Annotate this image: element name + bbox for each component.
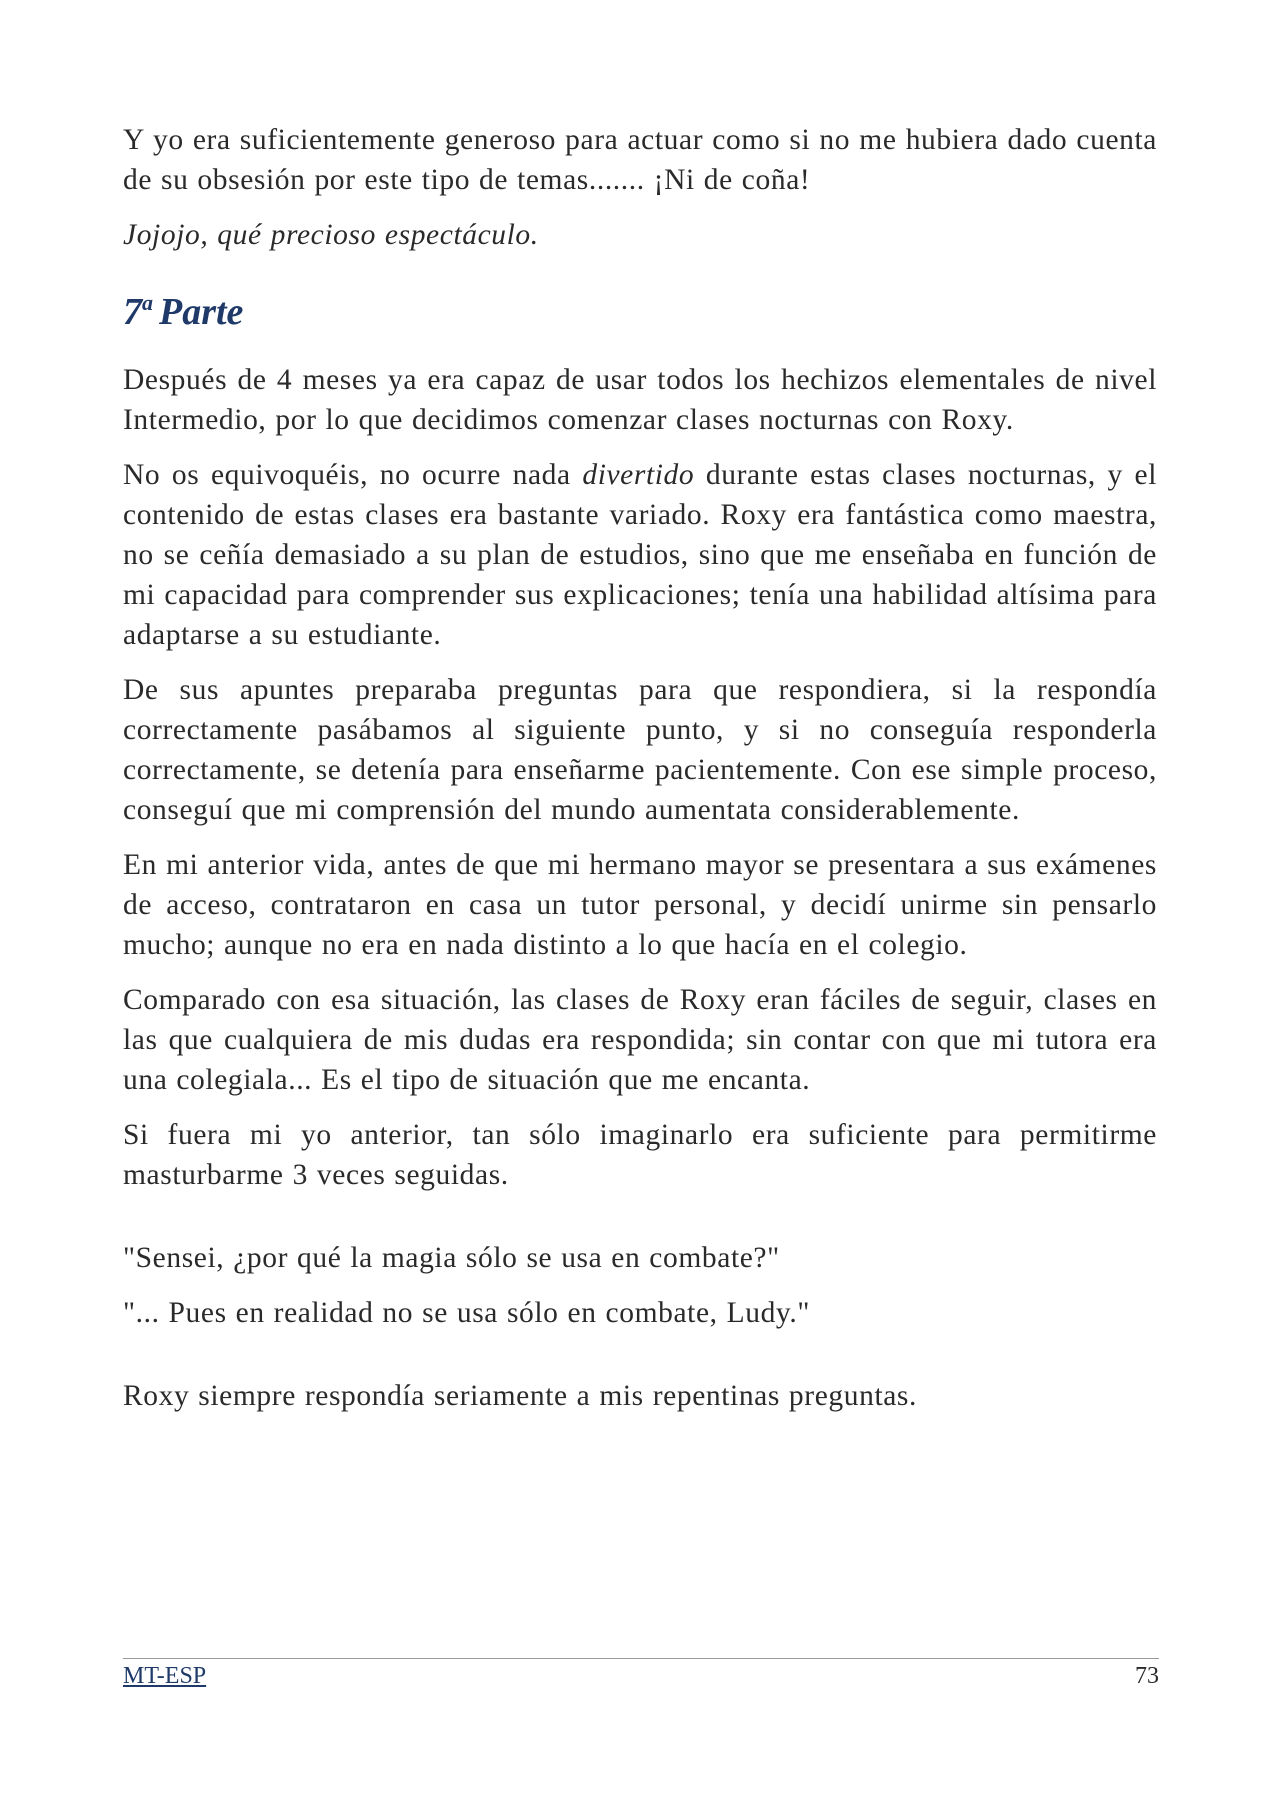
paragraph-2-start: No os equivoquéis, no ocurre nada (123, 459, 583, 491)
paragraph-1: Después de 4 meses ya era capaz de usar todos los hechizos elementales de nivel Intermedio, por lo que decidimos comenzar clases nocturnas con Roxy. (123, 364, 1157, 436)
section-title: Parte (159, 291, 244, 333)
paragraph-intro: Y yo era suficientemente generoso para actuar como si no me hubiera dado cuenta de su obsesión por este tipo de temas....... ¡Ni de coña! (123, 124, 1157, 196)
page-content (123, 120, 1157, 1431)
paragraph-6: Si fuera mi yo anterior, tan sólo imaginarlo era suficiente para permitirme masturbarme 3 veces seguidas. (123, 1119, 1157, 1191)
section-heading (123, 281, 1157, 334)
dialogue-2: "... Pues en realidad no se usa sólo en combate, Ludy." (123, 1297, 810, 1329)
page-footer (123, 1658, 1159, 1690)
paragraph-7: Roxy siempre respondía seriamente a mis repentinas preguntas. (123, 1380, 917, 1412)
paragraph-2-end: durante estas clases nocturnas, y el contenido de estas clases era bastante variado. Roxy era fantástica como maestra, no se ceñía demasiado a su plan de estudios, sino que me enseñaba en función de mi capacidad para comprender sus explicaciones; tenía una habilidad altísima para adaptarse a su estudiante. (123, 459, 1157, 651)
paragraph-3: De sus apuntes preparaba preguntas para que respondiera, si la respondía correctamente pasábamos al siguiente punto, y si no conseguía responderla correctamente, se detenía para enseñarme pacientemente. Con ese simple proceso, conseguí que mi comprensión del mundo aumentata considerablemente. (123, 674, 1157, 826)
paragraph-2 (123, 455, 1157, 655)
italic-line: Jojojo, qué precioso espectáculo. (123, 219, 539, 251)
section-ordinal: a (142, 290, 153, 315)
spacer (123, 1348, 1157, 1376)
footer-brand-link[interactable]: MT-ESP (123, 1663, 207, 1689)
paragraph-5: Comparado con esa situación, las clases de Roxy eran fáciles de seguir, clases en las que cualquiera de mis dudas era respondida; sin contar con que mi tutora era una colegiala... Es el tipo de situación que me encanta. (123, 984, 1157, 1096)
dialogue-1: "Sensei, ¿por qué la magia sólo se usa en combate?" (123, 1242, 780, 1274)
spacer (123, 1210, 1157, 1238)
paragraph-4: En mi anterior vida, antes de que mi hermano mayor se presentara a sus exámenes de acceso, contrataron en casa un tutor personal, y decidí unirme sin pensarlo mucho; aunque no era en nada distinto a lo que hacía en el colegio. (123, 849, 1157, 961)
paragraph-2-emphasis: divertido (582, 459, 695, 491)
page-number: 73 (1135, 1663, 1159, 1689)
section-number: 7 (123, 291, 142, 333)
